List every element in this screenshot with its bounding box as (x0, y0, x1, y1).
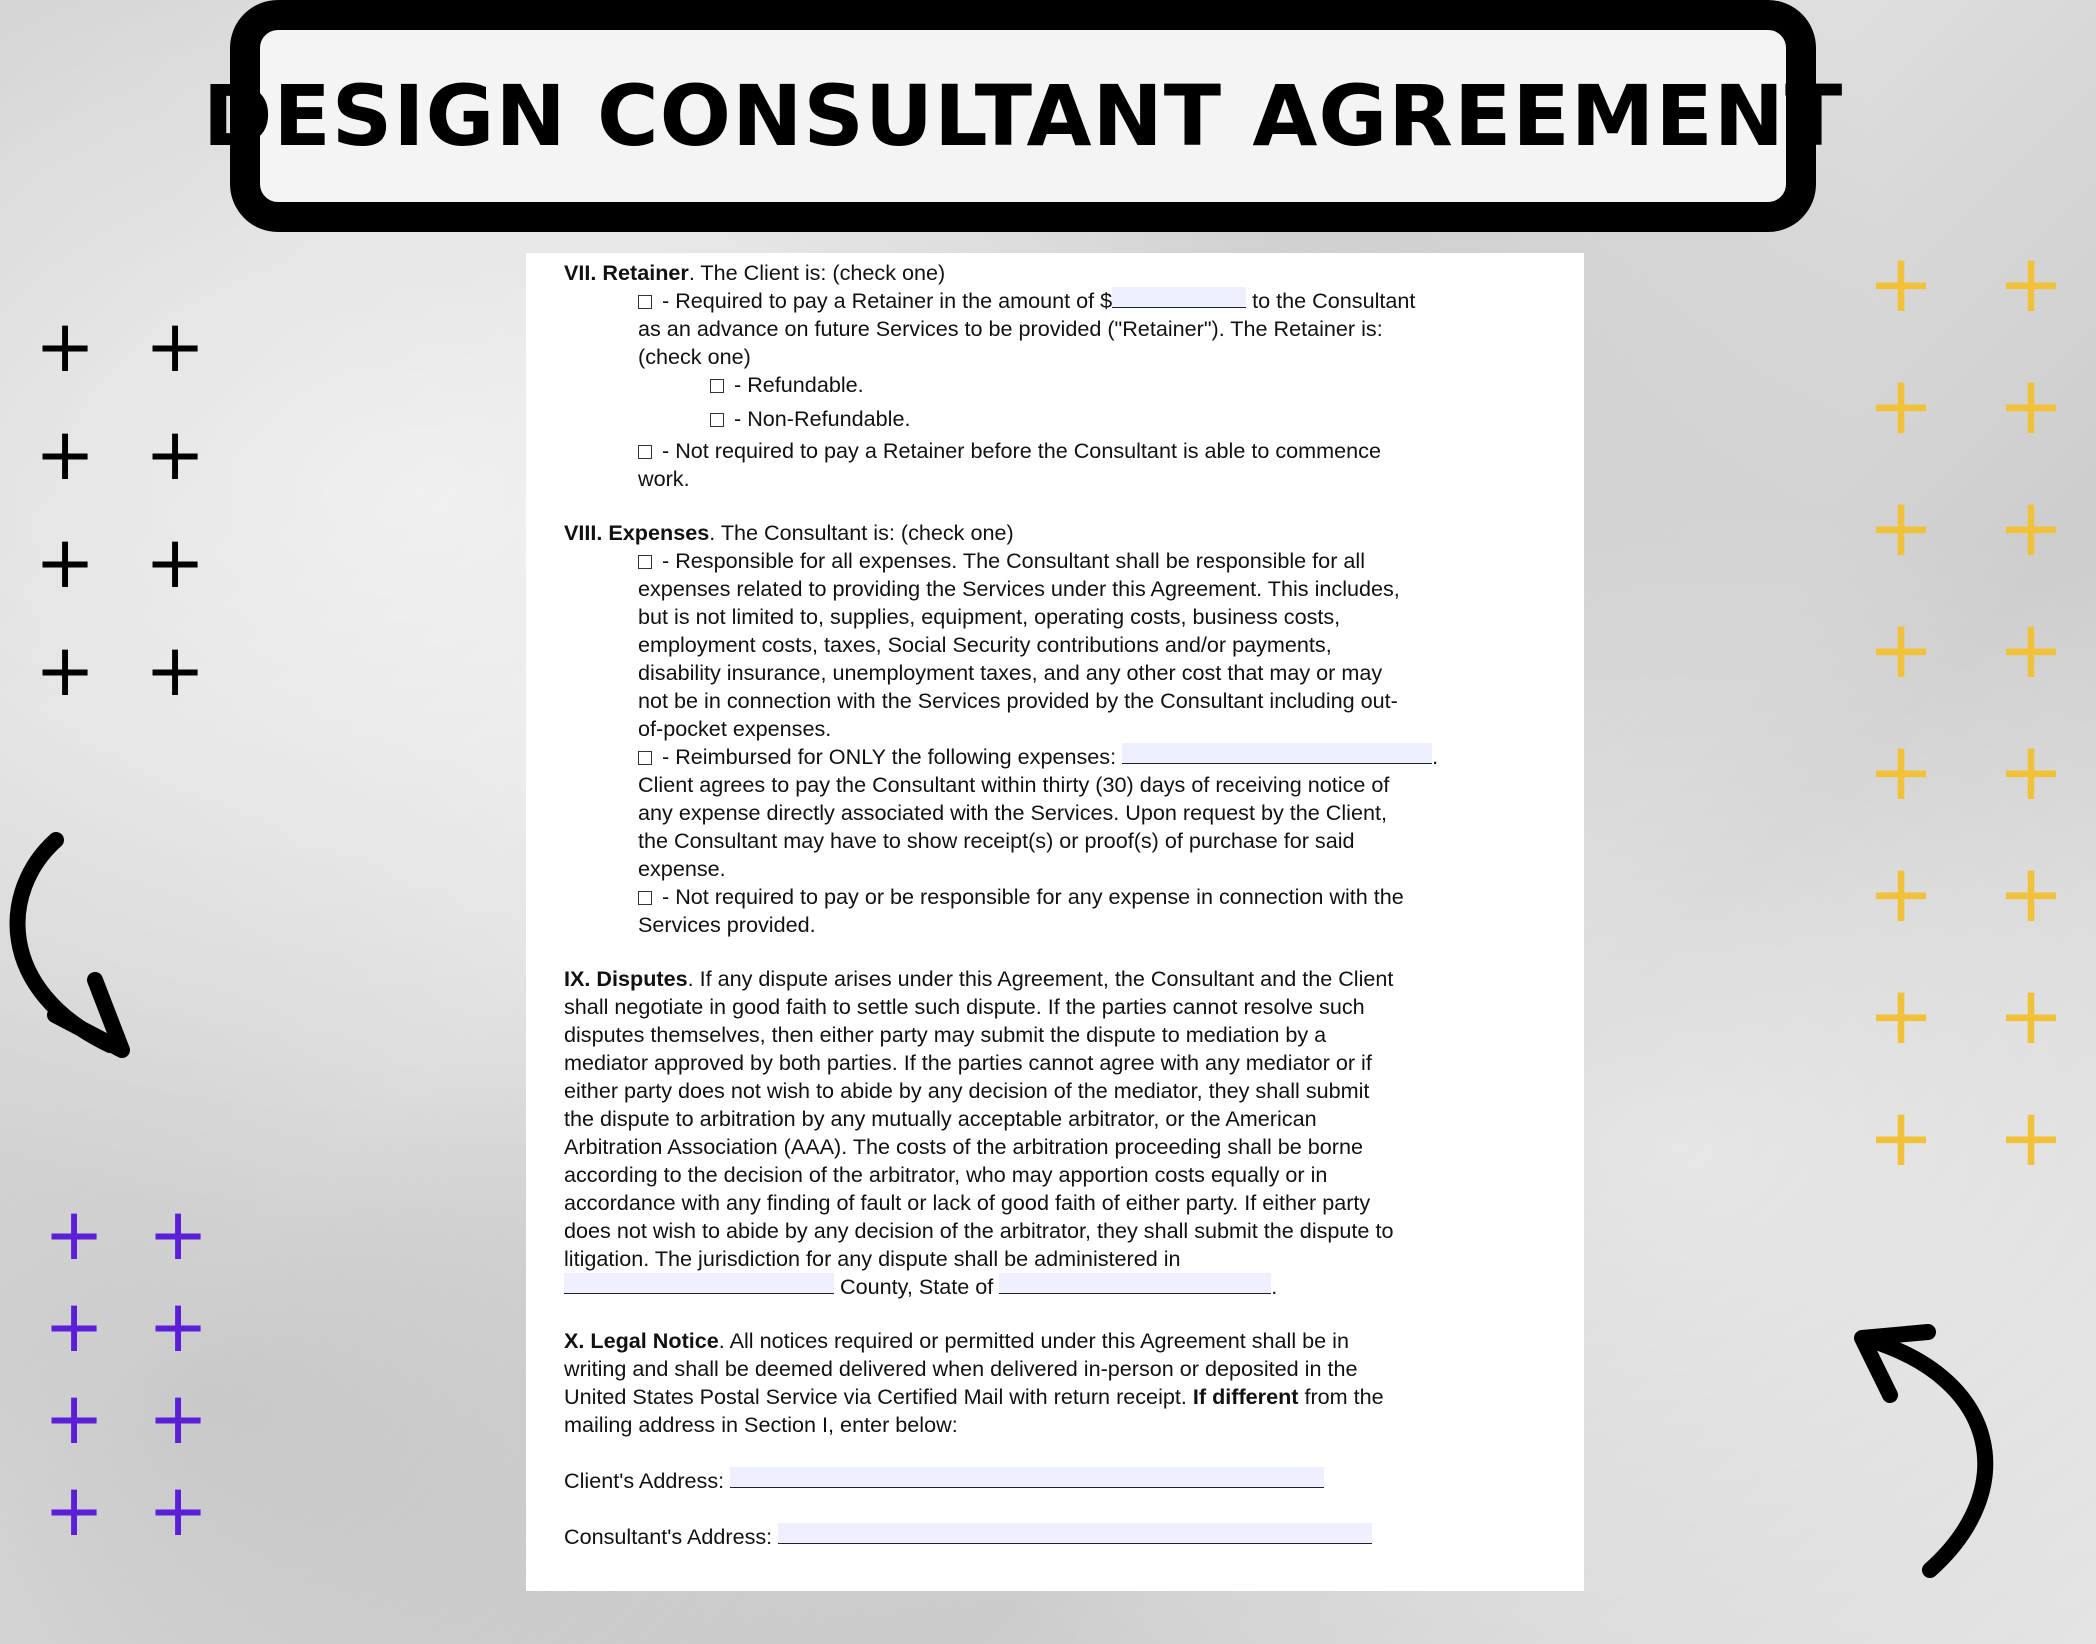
section-heading: X. Legal Notice (564, 1328, 719, 1353)
option-text: - Non-Refundable. (728, 406, 911, 431)
plus-icon: + (1997, 847, 2065, 940)
expenses-option-responsible (564, 547, 1514, 575)
option-text: - Reimbursed for ONLY the following expenses: (656, 744, 1123, 769)
checkbox[interactable] (638, 295, 652, 309)
option-text: (check one) (638, 344, 751, 369)
plus-icon: + (1867, 725, 1935, 818)
option-text: work. (638, 466, 690, 491)
option-text: but is not limited to, supplies, equipment, operating costs, business costs, (638, 604, 1341, 629)
expenses-option-not-required (564, 883, 1514, 911)
client-address-line (564, 1467, 1514, 1495)
option-text: any expense directly associated with the Services. Upon request by the Client, (638, 800, 1387, 825)
title-banner (202, 0, 1844, 232)
plus-icon: + (147, 1376, 209, 1460)
paragraph-text: mediator approved by both parties. If the parties cannot agree with any mediator or if (564, 1050, 1372, 1075)
plus-icon: + (1997, 725, 2065, 818)
paragraph-text: from the (1298, 1384, 1384, 1409)
paragraph-text: County, State of (834, 1274, 1000, 1299)
option-text: not be in connection with the Services provided by the Consultant including out- (638, 688, 1398, 713)
legal-notice-paragraph (564, 1327, 1514, 1439)
checkbox[interactable] (638, 445, 652, 459)
paragraph-text: does not wish to abide by any decision of the arbitrator, they shall submit the dispute to (564, 1218, 1394, 1243)
state-field[interactable] (999, 1273, 1271, 1294)
county-field[interactable] (564, 1273, 834, 1294)
consultant-address-field[interactable] (778, 1523, 1372, 1544)
section-heading: VIII. Expenses (564, 520, 710, 545)
plus-icon: + (34, 412, 96, 496)
plus-icon: + (1867, 359, 1935, 452)
plus-icon: + (34, 304, 96, 388)
option-text: as an advance on future Services to be provided ("Retainer"). The Retainer is: (638, 316, 1383, 341)
disputes-paragraph (564, 965, 1514, 1301)
option-text: Client agrees to pay the Consultant within thirty (30) days of receiving notice of (638, 772, 1390, 797)
plus-icon: + (1867, 1091, 1935, 1184)
plus-icon: + (43, 1468, 105, 1552)
retainer-heading-line (564, 259, 1514, 287)
paragraph-text: Arbitration Association (AAA). The costs of the arbitration proceeding shall be borne (564, 1134, 1364, 1159)
plus-icon: + (1997, 603, 2065, 696)
curved-arrow-down-icon (0, 830, 150, 1060)
paragraph-text: . All notices required or permitted under this Agreement shall be in (718, 1328, 1349, 1353)
plus-icon: + (34, 520, 96, 604)
plus-icon: + (1867, 603, 1935, 696)
consultant-address-label: Consultant's Address: (564, 1524, 779, 1549)
paragraph-text: according to the decision of the arbitrator, who may apportion costs equally or in (564, 1162, 1328, 1187)
option-text: - Responsible for all expenses. The Consultant shall be responsible for all (656, 548, 1365, 573)
option-text: of-pocket expenses. (638, 716, 832, 741)
section-heading: IX. Disputes (564, 966, 688, 991)
client-address-label: Client's Address: (564, 1468, 731, 1493)
paragraph-text: . (1271, 1274, 1278, 1299)
section-heading: VII. Retainer (564, 260, 689, 285)
plus-icon: + (43, 1192, 105, 1276)
section-intro: . The Consultant is: (check one) (709, 520, 1014, 545)
plus-icon: + (1997, 481, 2065, 574)
paragraph-text: the dispute to arbitration by any mutually acceptable arbitrator, or the American (564, 1106, 1317, 1131)
purple-plus-decoration (22, 1192, 230, 1552)
curved-arrow-up-icon (1850, 1320, 2020, 1580)
retainer-suboption-nonrefundable (564, 405, 1514, 433)
paragraph-text: United States Postal Service via Certified Mail with return receipt. (564, 1384, 1193, 1409)
section-intro: . The Client is: (check one) (688, 260, 946, 285)
reimbursed-expenses-field[interactable] (1122, 743, 1432, 764)
option-text: the Consultant may have to show receipt(s) or proof(s) of purchase for said (638, 828, 1355, 853)
paragraph-text: writing and shall be deemed delivered when delivered in-person or deposited in the (564, 1356, 1358, 1381)
paragraph-text: litigation. The jurisdiction for any dispute shall be administered in (564, 1246, 1181, 1271)
plus-icon: + (1997, 969, 2065, 1062)
checkbox[interactable] (710, 379, 724, 393)
plus-icon: + (1867, 237, 1935, 330)
plus-icon: + (43, 1376, 105, 1460)
checkbox[interactable] (710, 413, 724, 427)
option-text: - Refundable. (728, 372, 864, 397)
checkbox[interactable] (638, 751, 652, 765)
plus-icon: + (1867, 481, 1935, 574)
option-text: Services provided. (638, 912, 816, 937)
plus-icon: + (43, 1284, 105, 1368)
plus-icon: + (1867, 969, 1935, 1062)
plus-icon: + (1997, 237, 2065, 330)
checkbox[interactable] (638, 555, 652, 569)
retainer-option-not-required (564, 437, 1514, 465)
expenses-heading-line (564, 519, 1514, 547)
retainer-option-required (564, 287, 1514, 315)
plus-icon: + (144, 520, 206, 604)
paragraph-text: either party does not wish to abide by any decision of the mediator, they shall submit (564, 1078, 1370, 1103)
plus-icon: + (144, 412, 206, 496)
checkbox[interactable] (638, 891, 652, 905)
plus-icon: + (144, 304, 206, 388)
option-text: expense. (638, 856, 726, 881)
plus-icon: + (1997, 1091, 2065, 1184)
page-title: DESIGN CONSULTANT AGREEMENT (202, 67, 1844, 165)
plus-icon: + (147, 1284, 209, 1368)
paragraph-text: mailing address in Section I, enter below: (564, 1412, 958, 1437)
plus-icon: + (1867, 847, 1935, 940)
plus-icon: + (147, 1192, 209, 1276)
option-text: - Required to pay a Retainer in the amount of $ (656, 288, 1113, 313)
expenses-option-reimbursed: - Reimbursed for ONLY the following expenses: . (564, 743, 1514, 771)
option-text: - Not required to pay a Retainer before the Consultant is able to commence (656, 438, 1381, 463)
plus-icon: + (34, 628, 96, 712)
yellow-plus-decoration (1836, 237, 2096, 1184)
paragraph-text: accordance with any finding of fault or lack of good faith of either party. If either party (564, 1190, 1371, 1215)
retainer-suboption-refundable (564, 371, 1514, 399)
option-text: expenses related to providing the Services under this Agreement. This includes, (638, 576, 1400, 601)
plus-icon: + (1997, 359, 2065, 452)
black-plus-decoration (10, 304, 230, 712)
document-page (526, 253, 1584, 1591)
emphasis-text: If different (1192, 1384, 1299, 1409)
paragraph-text: disputes themselves, then either party may submit the dispute to mediation by a (564, 1022, 1327, 1047)
paragraph-text: shall negotiate in good faith to settle such dispute. If the parties cannot resolve such (564, 994, 1365, 1019)
plus-icon: + (144, 628, 206, 712)
option-text: employment costs, taxes, Social Security contributions and/or payments, (638, 632, 1332, 657)
option-text: to the Consultant (1246, 288, 1416, 313)
option-text: - Not required to pay or be responsible for any expense in connection with the (656, 884, 1404, 909)
client-address-field[interactable] (730, 1467, 1324, 1488)
consultant-address-line (564, 1523, 1514, 1551)
paragraph-text: . If any dispute arises under this Agreement, the Consultant and the Client (687, 966, 1394, 991)
plus-icon: + (147, 1468, 209, 1552)
retainer-amount-field[interactable] (1112, 287, 1246, 308)
option-text: disability insurance, unemployment taxes, and any other cost that may or may (638, 660, 1383, 685)
